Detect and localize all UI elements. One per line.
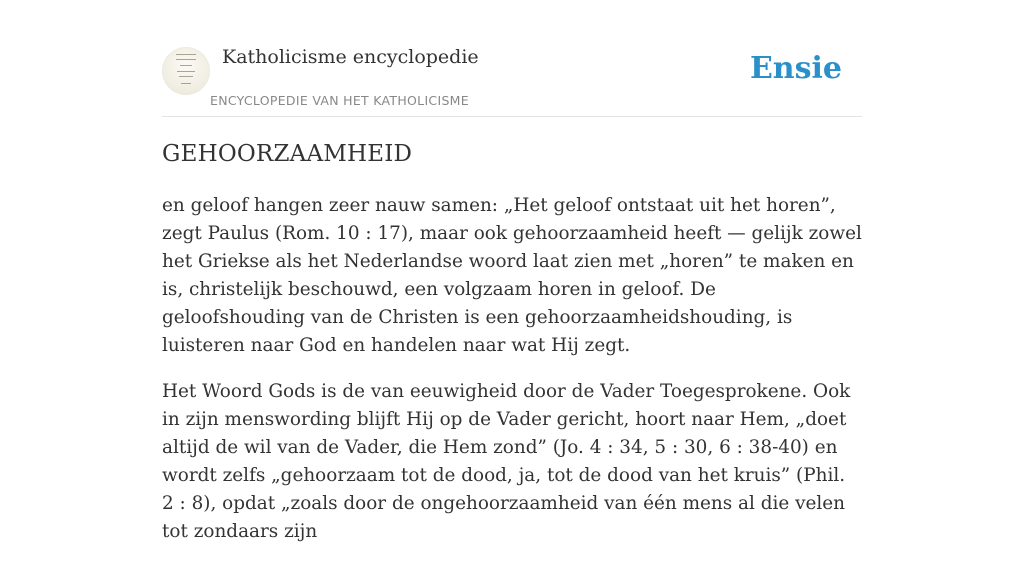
site-subtitle: ENCYCLOPEDIE VAN HET KATHOLICISME — [210, 93, 469, 108]
site-title[interactable]: Katholicisme encyclopedie — [222, 46, 479, 68]
site-header — [162, 0, 862, 117]
article-title: GEHOORZAAMHEID — [162, 141, 413, 167]
article-paragraph: en geloof hangen zeer nauw samen: „Het geloof ontstaat uit het horen”, zegt Paulus (Rom. 10 : 17), maar ook gehoorzaamheid heeft — gelijk zowel het Griekse als het Nederlandse woord laat zien met „horen” te maken en is, christelijk beschouwd, een volgzaam horen in geloof. De geloofshouding van de Christen is een gehoorzaamheidshouding, is luisteren naar God en handelen naar wat Hij zegt. — [162, 195, 862, 356]
encyclopedia-cover-image[interactable] — [162, 47, 210, 95]
article — [162, 140, 862, 564]
brand-logo[interactable]: Ensie — [749, 51, 842, 86]
article-paragraph: Het Woord Gods is de van eeuwigheid door de Vader Toegesprokene. Ook in zijn menswording blijft Hij op de Vader gericht, hoort naar Hem, „doet altijd de wil van de Vader, die Hem zond” (Jo. 4 : 34, 5 : 30, 6 : 38-40) en wordt zelfs „gehoorzaam tot de dood, ja, tot de dood van het kruis” (Phil. 2 : 8), opdat „zoals door de ongehoorzaamheid van één mens al die velen tot zondaars zijn — [162, 381, 851, 542]
